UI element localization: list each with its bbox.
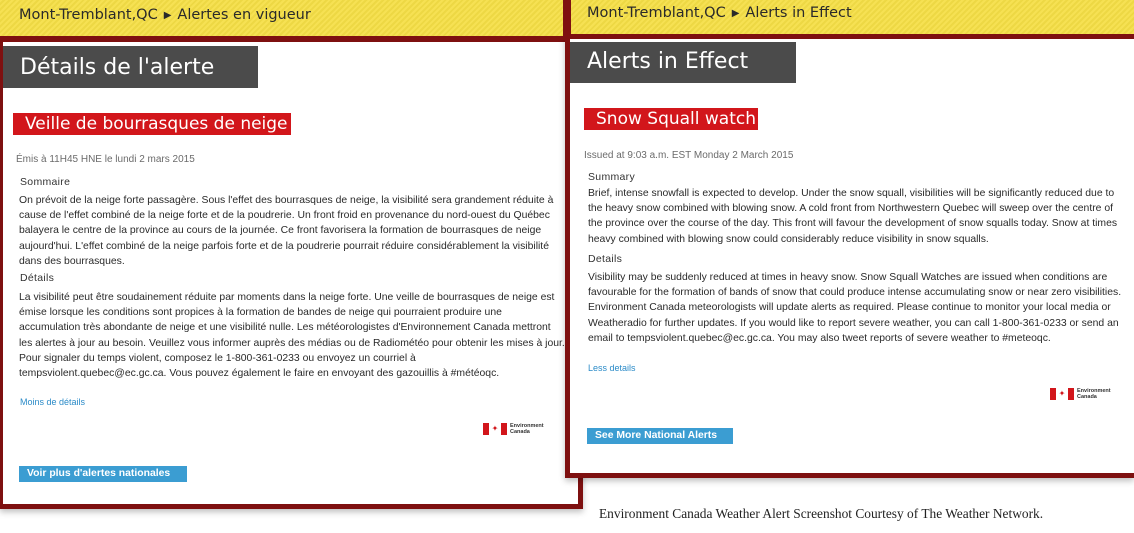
canada-flag-icon: ✦	[1050, 388, 1074, 400]
breadcrumb-page: Alerts in Effect	[745, 5, 852, 21]
summary-heading: Sommaire	[20, 176, 71, 188]
less-details-link[interactable]: Less details	[588, 363, 636, 373]
details-text: La visibilité peut être soudainement réduite par moments dans la neige forte. Une veille de bourrasques de neige est émise lorsque les conditions sont propices à la formation de bandes de neige qui pourraient produire une accumulation très abondante de neige et une visibilité nulle. Les météorologistes d'Environnement Canada mettront les alertes à jour au besoin. Veuillez vous informer auprès des médias ou de Radiométéo pour obtenir les mises à jour. Pour signaler du temps violent, composez le 1-800-361-0233 ou envoyez un courriel à tempsviolent.quebec@ec.gc.ca. Vous pouvez également le faire en envoyant des gazouillis à #météoqc.	[19, 292, 565, 380]
english-alert-panel	[565, 34, 1134, 478]
breadcrumb-arrow-icon: ▶	[731, 8, 740, 19]
issued-timestamp: Issued at 9:03 a.m. EST Monday 2 March 2015	[584, 150, 794, 161]
national-alerts-button[interactable]: See More National Alerts	[587, 428, 733, 444]
page-title: Détails de l'alerte	[3, 46, 258, 88]
breadcrumb-arrow-icon: ▶	[163, 10, 172, 21]
breadcrumb-page: Alertes en vigueur	[177, 7, 311, 23]
french-breadcrumb-bar	[0, 0, 567, 40]
canada-flag-icon: ✦	[483, 423, 507, 435]
alert-name-banner: Veille de bourrasques de neige	[13, 113, 291, 135]
breadcrumb-location[interactable]: Mont-Tremblant,QC	[19, 7, 158, 23]
details-heading: Détails	[20, 272, 55, 284]
breadcrumb-location[interactable]: Mont-Tremblant,QC	[587, 5, 726, 21]
summary-text: On prévoit de la neige forte passagère. Sous l'effet des bourrasques de neige, la visibilité sera grandement réduite à cause de l'effet combiné de la neige forte et de la poudrerie. Un front froid en provenance du nord-ouest du Québec balayera le centre de la province au cours de la journée. Ce front favorisera la formation de bourrasques de neige aujourd'hui. L'effet combiné de la neige parfois forte et de la poudrerie pourrait réduire considérablement la visibilité dans des bourrasques.	[19, 195, 554, 267]
logo-line-1: Environment	[510, 423, 544, 429]
logo-line-2: Canada	[1077, 394, 1097, 400]
breadcrumb	[587, 5, 852, 21]
national-alerts-button[interactable]: Voir plus d'alertes nationales	[19, 466, 187, 482]
environment-canada-logo	[1050, 388, 1111, 400]
environment-canada-logo	[483, 423, 544, 435]
logo-line-1: Environment	[1077, 388, 1111, 394]
page-title: Alerts in Effect	[570, 42, 796, 83]
less-details-link[interactable]: Moins de détails	[20, 397, 86, 407]
english-breadcrumb-bar	[567, 0, 1134, 38]
breadcrumb	[19, 7, 311, 23]
french-alert-panel	[0, 37, 583, 509]
summary-text: Brief, intense snowfall is expected to develop. Under the snow squall, visibilities will be significantly reduced due to the heavy snow combined with blowing snow. A cold front from Northwestern Quebec will sweep over the centre of the province over the course of the day. This front will favour the development of snow squalls today. Snow at times heavy combined with blowing snow could considerably reduce visibility in snow squalls.	[588, 188, 1118, 245]
alert-name-banner: Snow Squall watch	[584, 108, 758, 130]
logo-line-2: Canada	[510, 429, 530, 435]
image-caption: Environment Canada Weather Alert Screenshot Courtesy of The Weather Network.	[599, 506, 1044, 521]
issued-timestamp: Émis à 11H45 HNE le lundi 2 mars 2015	[16, 154, 195, 165]
details-text: Visibility may be suddenly reduced at times in heavy snow. Snow Squall Watches are issued when conditions are favourable for the formation of bands of snow that could produce intense accumulating snow or near zero visibilities. Environment Canada meteorologists will update alerts as required. Please continue to monitor your local media or Weatheradio for further updates. If you would like to report severe weather, you can call 1-800-361-0233 or send an email to tempsviolent.quebec@ec.gc.ca. You may also tweet reports of severe weather to #meteoqc.	[588, 272, 1122, 344]
details-heading: Details	[588, 253, 623, 265]
summary-heading: Summary	[588, 171, 636, 183]
